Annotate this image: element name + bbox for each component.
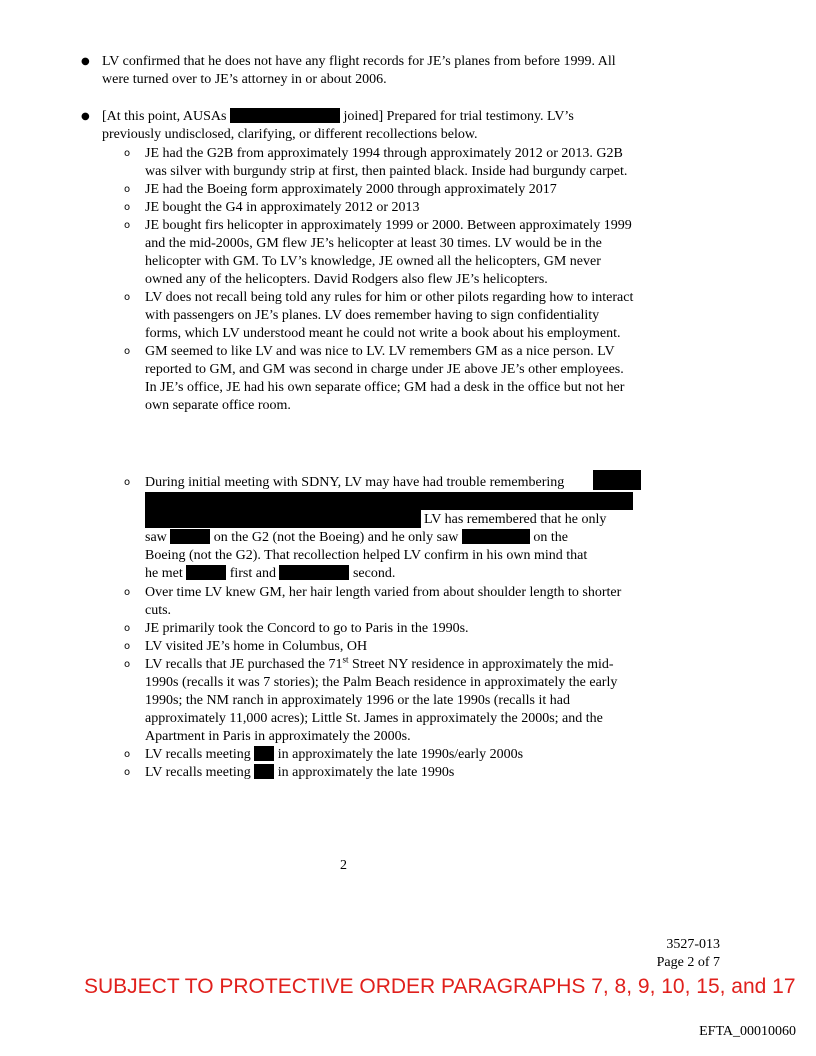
sdny-line-4b: on the G2 (not the Boeing) and he only saw	[213, 530, 459, 545]
hollow-bullet-icon: o	[124, 659, 131, 670]
bullet-text: LV confirmed that he does not have any flight records for JE’s planes from before 1999. All were turned over to JE’s attorney in or about 2006.	[102, 54, 616, 87]
sdny-line-1: During initial meeting with SDNY, LV may have had trouble remembering	[145, 475, 565, 490]
meeting-text-post: in approximately the late 1990s/early 2000s	[277, 747, 524, 762]
bullet-item	[81, 108, 630, 144]
hollow-bullet-icon: o	[124, 587, 131, 598]
hollow-bullet-icon: o	[124, 202, 131, 213]
sub-item	[124, 181, 637, 199]
sub-item	[124, 620, 637, 638]
hollow-bullet-icon: o	[124, 623, 131, 634]
hollow-bullet-icon: o	[124, 148, 131, 159]
sub-item	[124, 584, 637, 620]
sdny-line-6b: first and	[229, 566, 276, 581]
hollow-bullet-icon: o	[124, 749, 131, 760]
bullet-text-pre: [At this point, AUSAs	[102, 109, 230, 124]
sub-item	[124, 343, 637, 415]
redaction-box	[254, 746, 274, 761]
sub-item	[124, 764, 637, 782]
sub-item	[124, 654, 637, 746]
file-number: 3527-013	[666, 937, 720, 952]
sub-item	[124, 746, 637, 764]
sub-item	[124, 199, 637, 217]
sub-item-text: JE primarily took the Concord to go to Paris in the 1990s.	[145, 621, 469, 636]
residence-text-post: Street NY residence in approximately the mid-1990s (recalls it was 7 stories); the Palm Beach residence in approximately the early 1990s; the NM ranch in approximately 1996 or the late 1990s (recalls it had approximately 11,000 acres); Little St. James in approximately the 2000s; and the Apartment in Paris in approximately the 2000s.	[145, 657, 618, 744]
sub-list	[124, 145, 637, 415]
sub-list	[124, 584, 637, 782]
hollow-bullet-icon: o	[124, 184, 131, 195]
redaction-box	[170, 529, 210, 544]
hollow-bullet-icon: o	[124, 767, 131, 778]
hollow-bullet-icon: o	[124, 220, 131, 231]
ordinal-suffix: st	[342, 654, 349, 665]
sdny-line-3: LV has remembered that he only	[424, 512, 607, 527]
sdny-line-6c: second.	[352, 566, 396, 581]
hollow-bullet-icon: o	[124, 641, 131, 652]
bullet-dot-icon: ●	[81, 56, 90, 67]
redaction-box	[462, 529, 530, 544]
meeting-text-post: in approximately the late 1990s	[277, 765, 455, 780]
hollow-bullet-icon: o	[124, 292, 131, 303]
sub-item	[124, 145, 637, 181]
sub-item-text: JE bought the G4 in approximately 2012 or 2013	[145, 200, 420, 215]
sdny-sub-item	[124, 474, 645, 584]
sub-item	[124, 638, 637, 656]
residence-text-pre: LV recalls that JE purchased the 71	[145, 657, 343, 672]
sdny-line-4c: on the	[533, 530, 568, 545]
redaction-box	[186, 565, 226, 580]
sub-item-text: Over time LV knew GM, her hair length varied from about shoulder length to shorter cuts.	[145, 585, 622, 618]
redaction-box	[593, 470, 641, 490]
sdny-line-6a: he met	[145, 566, 183, 581]
bullet-item	[81, 53, 632, 89]
redaction-box	[230, 108, 340, 123]
sub-item-text: LV visited JE’s home in Columbus, OH	[145, 639, 368, 654]
bullet-dot-icon: ●	[81, 111, 90, 122]
file-reference	[657, 936, 720, 972]
meeting-text-pre: LV recalls meeting	[145, 747, 251, 762]
sub-item-text: JE had the Boeing form approximately 2000 through approximately 2017	[145, 182, 557, 197]
sdny-line-4a: saw	[145, 530, 167, 545]
hollow-bullet-icon: o	[124, 346, 131, 357]
sub-item-text: JE had the G2B from approximately 1994 through approximately 2012 or 2013. G2B was silver with burgundy strip at first, then painted black. Inside had burgundy carpet.	[145, 146, 628, 179]
protective-order-notice: SUBJECT TO PROTECTIVE ORDER PARAGRAPHS 7, 8, 9, 10, 15, and 17	[84, 975, 796, 998]
redaction-box	[254, 764, 274, 779]
bates-number: EFTA_00010060	[699, 1024, 796, 1039]
redaction-box	[145, 492, 633, 510]
redaction-box	[145, 510, 421, 528]
meeting-text-pre: LV recalls meeting	[145, 765, 251, 780]
sub-item-text: JE bought firs helicopter in approximately 1999 or 2000. Between approximately 1999 and the mid-2000s, GM flew JE’s helicopter at least 30 times. LV would be in the helicopter with GM. To LV’s knowledge, JE owned all the helicopters, GM never owned any of the helicopters. David Rodgers also flew JE’s helicopters.	[145, 218, 632, 287]
bullet-text-post: joined] Prepared for trial testimony. LV’s previously undisclosed, clarifying, or different recollections below.	[102, 109, 574, 142]
hollow-bullet-icon: o	[124, 477, 131, 488]
sub-item	[124, 217, 637, 289]
page-number: 2	[340, 858, 347, 873]
sdny-line-5: Boeing (not the G2). That recollection helped LV confirm in his own mind that	[145, 548, 588, 563]
sub-item-text: LV does not recall being told any rules for him or other pilots regarding how to interact with passengers on JE’s planes. LV does remember having to sign confidentiality forms, which LV understood meant he could not write a book about his employment.	[145, 290, 634, 341]
sub-item	[124, 289, 637, 343]
page-of: Page 2 of 7	[656, 955, 720, 970]
sub-item-text: GM seemed to like LV and was nice to LV. LV remembers GM as a nice person. LV reported to GM, and GM was second in charge under JE above JE’s other employees. In JE’s office, JE had his own separate office; GM had a desk in the office but not her own separate office room.	[145, 344, 625, 413]
redaction-box	[279, 565, 349, 580]
